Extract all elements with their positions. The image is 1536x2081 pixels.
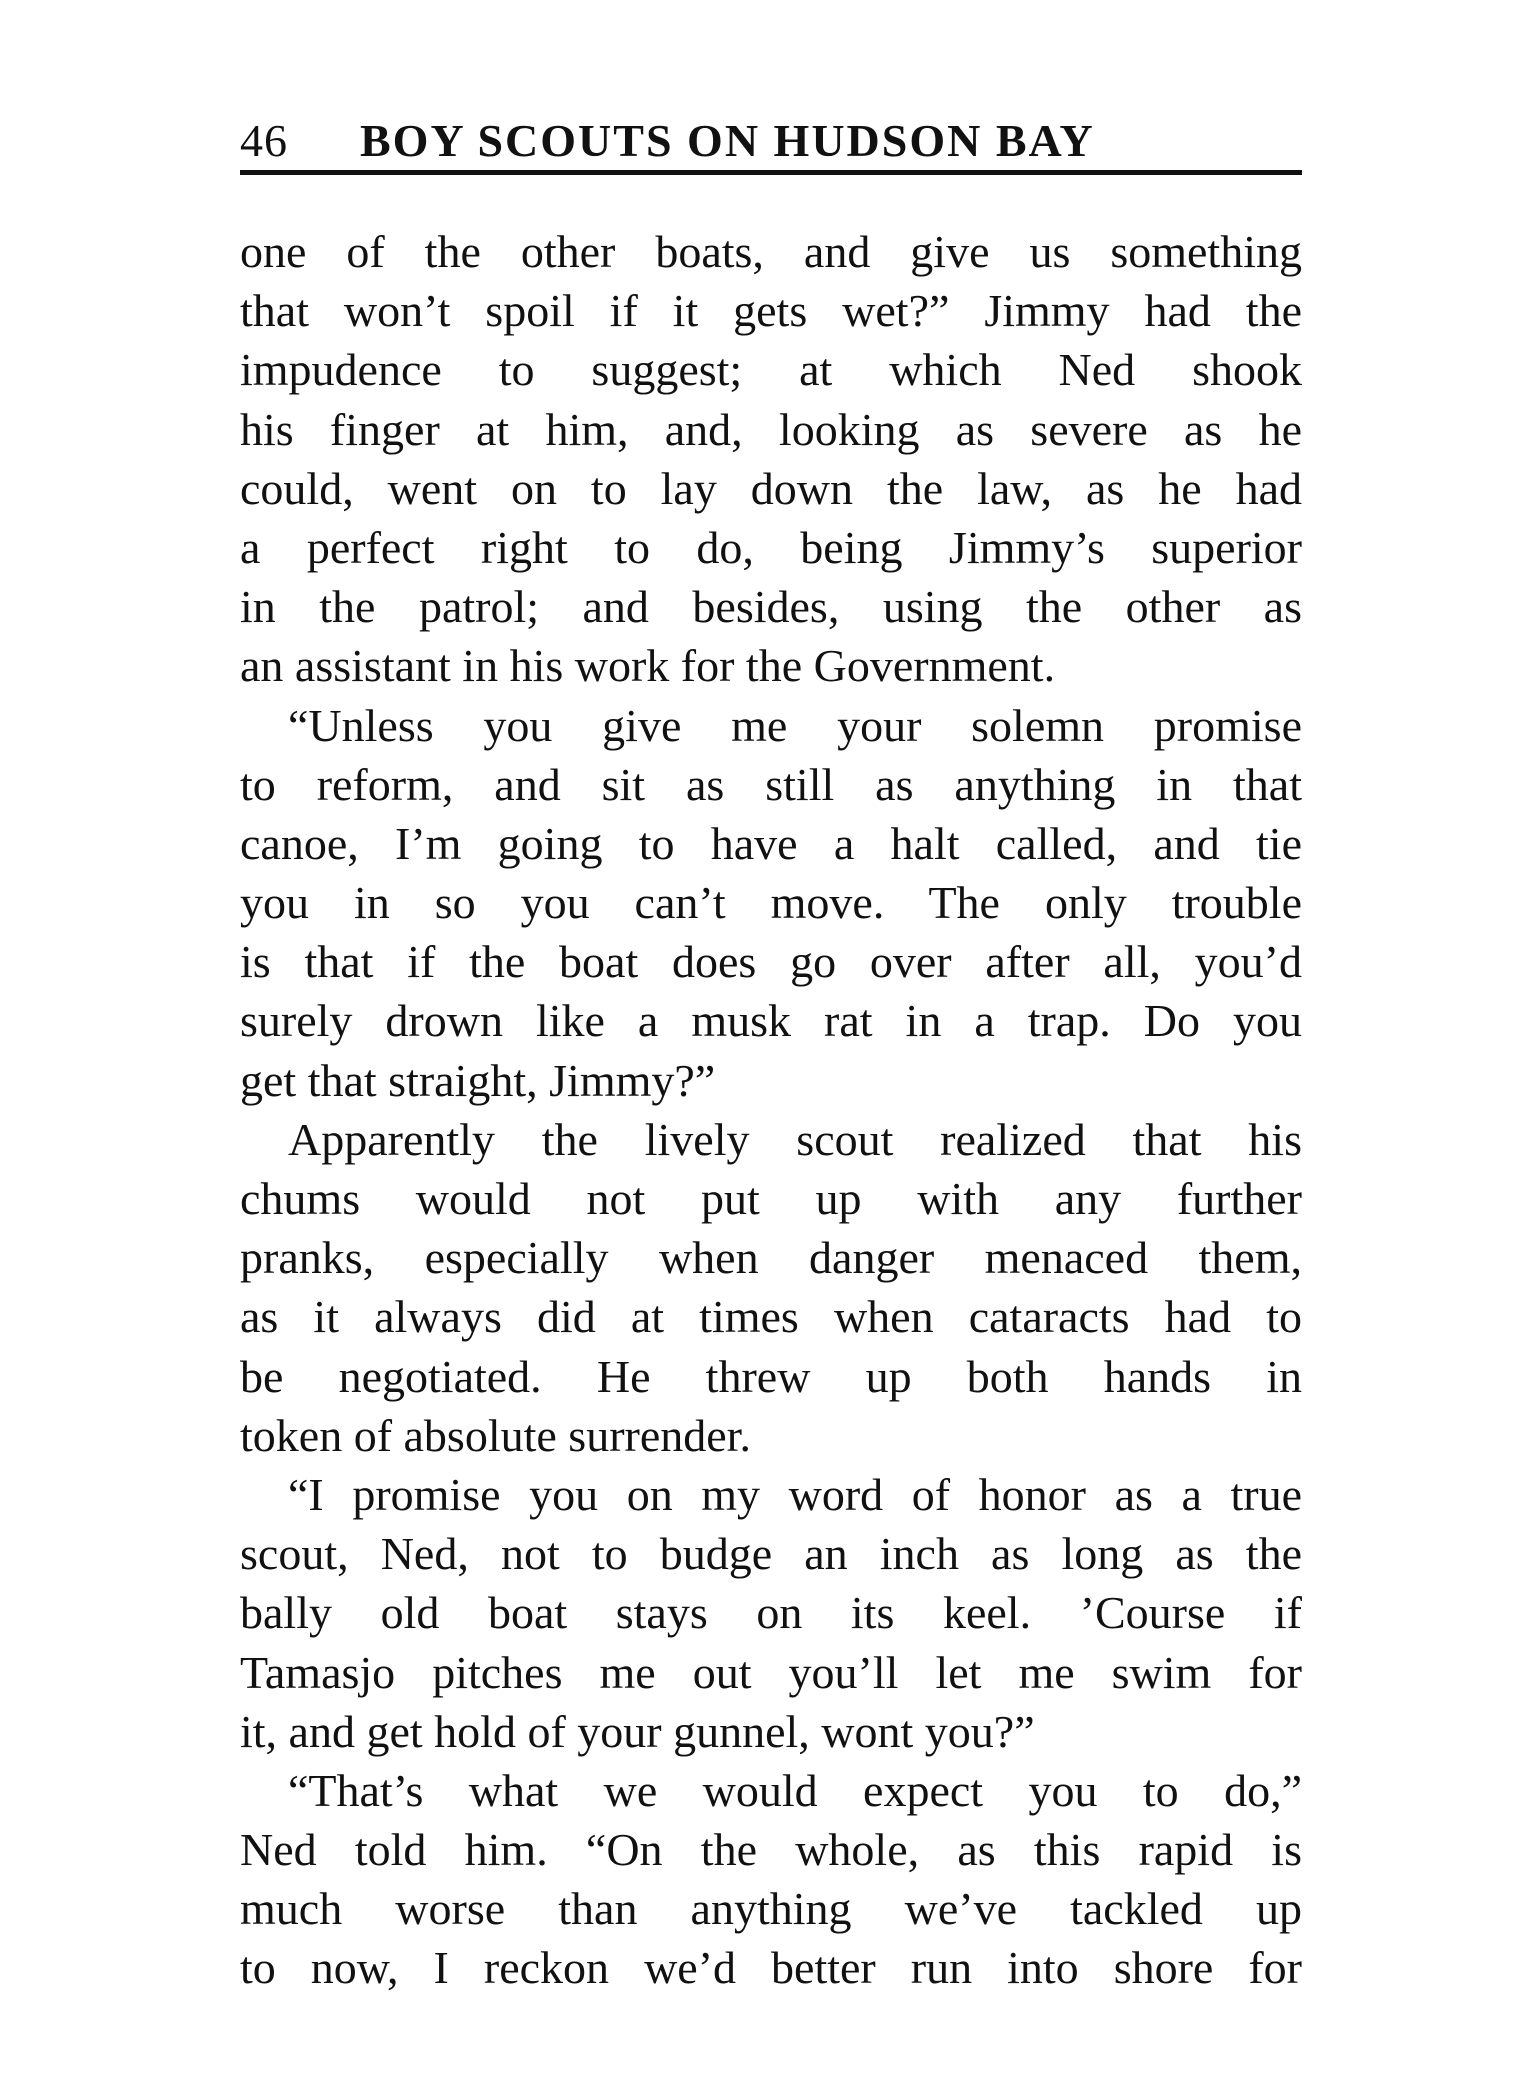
header-rule xyxy=(240,170,1302,175)
text-line: impudence to suggest; at which Ned shook xyxy=(240,344,1302,396)
text-line: “I promise you on my word of honor as a true xyxy=(288,1468,1302,1520)
text-line: “Unless you give me your solemn promise xyxy=(288,699,1302,751)
running-title: BOY SCOUTS ON HUDSON BAY xyxy=(360,115,1095,166)
text-line: Apparently the lively scout realized that his xyxy=(288,1113,1302,1165)
text-line: to now, I reckon we’d better run into shore for xyxy=(240,1942,1302,1994)
running-head xyxy=(240,112,1302,170)
text-line: chums would not put up with any further xyxy=(240,1173,1302,1224)
text-line: it, and get hold of your gunnel, wont you?” xyxy=(240,1705,1035,1757)
page-number: 46 xyxy=(240,115,288,166)
text-line: Tamasjo pitches me out you’ll let me swim for xyxy=(240,1646,1302,1698)
text-line: canoe, I’m going to have a halt called, and tie xyxy=(240,817,1302,869)
text-line: get that straight, Jimmy?” xyxy=(240,1054,716,1106)
text-line: an assistant in his work for the Government. xyxy=(240,640,1056,692)
text-line: much worse than anything we’ve tackled up xyxy=(240,1883,1302,1935)
text-line: be negotiated. He threw up both hands in xyxy=(240,1350,1302,1402)
text-line: scout, Ned, not to budge an inch as long as the xyxy=(240,1528,1302,1580)
text-line: Ned told him. “On the whole, as this rapid is xyxy=(240,1824,1302,1876)
body-text xyxy=(240,222,1302,1998)
text-line: “That’s what we would expect you to do,” xyxy=(288,1764,1302,1816)
text-line: as it always did at times when cataracts had to xyxy=(240,1291,1302,1343)
text-line: bally old boat stays on its keel. ’Course if xyxy=(240,1587,1302,1639)
text-line: that won’t spoil if it gets wet?” Jimmy had the xyxy=(240,285,1302,337)
text-line: is that if the boat does go over after all, you’d xyxy=(240,936,1302,988)
text-line: his finger at him, and, looking as severe as he xyxy=(240,403,1302,455)
text-line: pranks, especially when danger menaced them, xyxy=(240,1232,1302,1284)
text-line: one of the other boats, and give us something xyxy=(240,226,1302,277)
text-line: you in so you can’t move. The only trouble xyxy=(240,877,1302,929)
text-line: surely drown like a musk rat in a trap. Do you xyxy=(240,995,1302,1047)
text-line: token of absolute surrender. xyxy=(240,1409,751,1461)
text-line: a perfect right to do, being Jimmy’s superior xyxy=(240,521,1302,573)
text-line: could, went on to lay down the law, as he had xyxy=(240,462,1302,514)
text-line: to reform, and sit as still as anything in that xyxy=(240,758,1302,810)
text-line: in the patrol; and besides, using the other as xyxy=(240,581,1302,633)
